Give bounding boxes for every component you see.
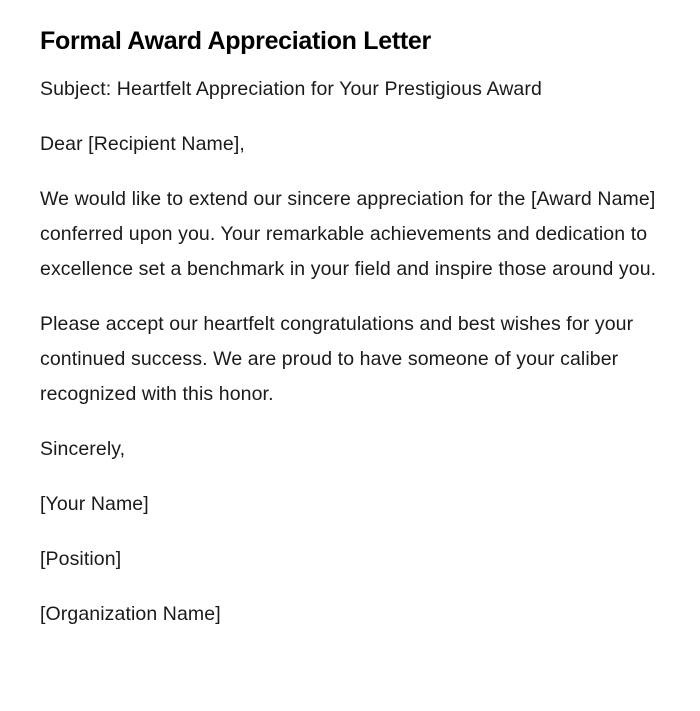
signature-position: [Position] — [40, 548, 122, 570]
closing: Sincerely, — [40, 438, 126, 460]
subject-line: Subject: Heartfelt Appreciation for Your Prestigious Award — [40, 78, 542, 100]
document-title: Formal Award Appreciation Letter — [40, 27, 431, 55]
signature-name: [Your Name] — [40, 493, 149, 515]
body-paragraph-1: We would like to extend our sincere appreciation for the [Award Name] conferred upon you. Your remarkable achievements and dedication to excellence set a benchmark in your field and inspire those around you. — [40, 188, 657, 280]
body-paragraph-2: Please accept our heartfelt congratulations and best wishes for your continued success. We are proud to have someone of your caliber recognized with this honor. — [40, 313, 634, 405]
signature-organization: [Organization Name] — [40, 603, 221, 625]
salutation: Dear [Recipient Name], — [40, 133, 245, 155]
